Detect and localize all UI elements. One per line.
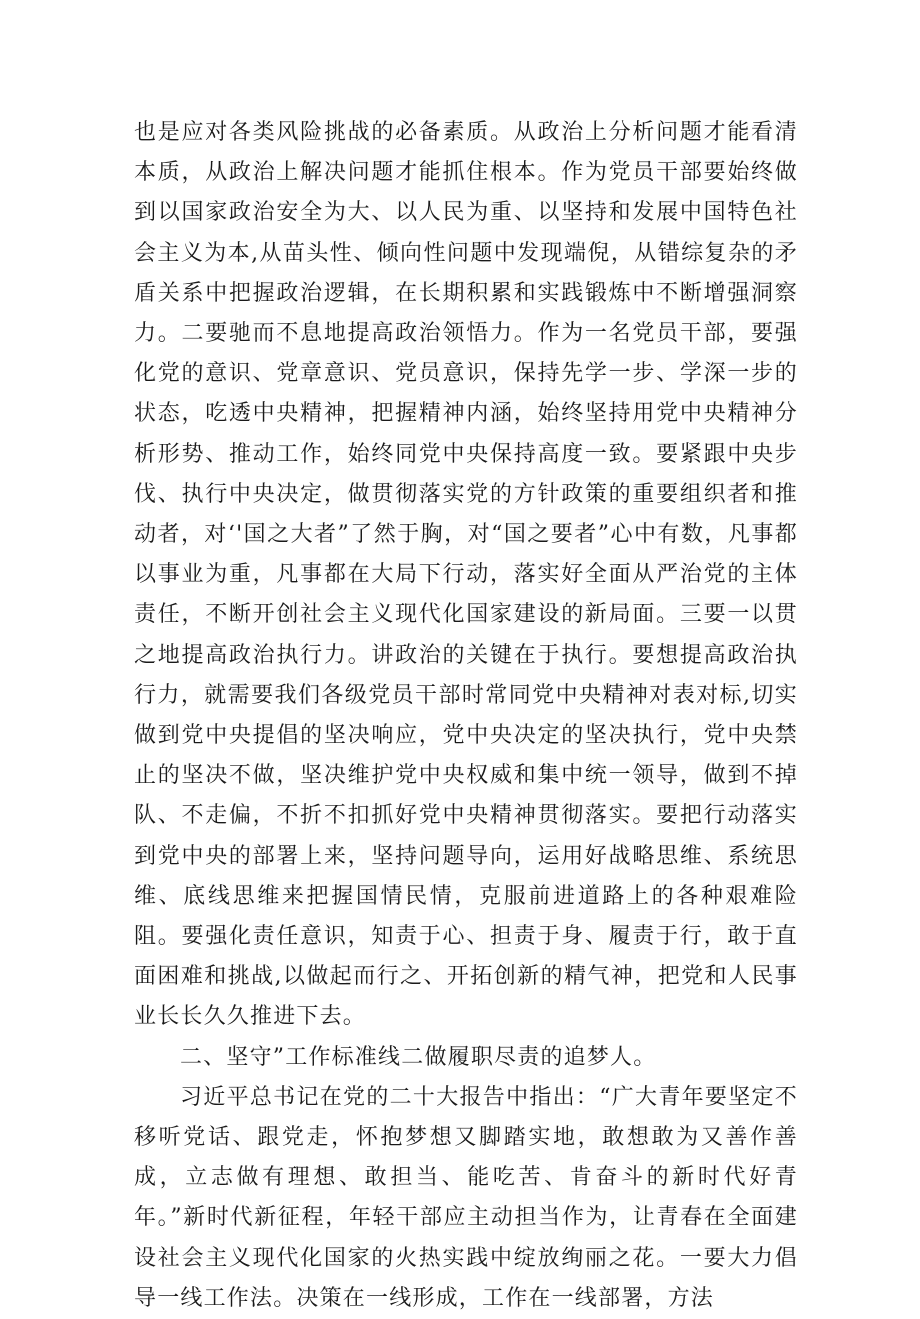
document-body — [134, 113, 798, 1319]
body-paragraph-1: 也是应对各类风险挑战的必备素质。从政治上分析问题才能看清本质，从政治上解决问题才能抓住根本。作为党员干部要始终做到以国家政治安全为大、以人民为重、以坚持和发展中国特色社会主义为本,从苗头性、倾向性问题中发现端倪，从错综复杂的矛盾关系中把握政治逻辑，在长期积累和实践锻炼中不断增强洞察力。二要驰而不息地提高政治领悟力。作为一名党员干部，要强化党的意识、党章意识、党员意识，保持先学一步、学深一步的状态，吃透中央精神，把握精神内涵，始终坚持用党中央精神分析形势、推动工作，始终同党中央保持高度一致。要紧跟中央步伐、执行中央决定，做贯彻落实党的方针政策的重要组织者和推动者，对‘'国之大者”了然于胸，对“国之要者”心中有数，凡事都以事业为重，凡事都在大局下行动，落实好全面从严治党的主体责任，不断开创社会主义现代化国家建设的新局面。三要一以贯之地提高政治执行力。讲政治的关键在于执行。要想提高政治执行力，就需要我们各级党员干部时常同党中央精神对表对标,切实做到党中央提倡的坚决响应，党中央决定的坚决执行，党中央禁止的坚决不做，坚决维护党中央权威和集中统一领导，做到不掉队、不走偏，不折不扣抓好党中央精神贯彻落实。要把行动落实到党中央的部署上来，坚持问题导向，运用好战略思维、系统思维、底线思维来把握国情民情，克服前进道路上的各种艰难险阻。要强化责任意识，知责于心、担责于身、履责于行，敢于直面困难和挑战,以做起而行之、开拓创新的精气神，把党和人民事业长长久久推进下去。 — [134, 120, 798, 1030]
section-heading: 二、坚守”工作标准线二做履职尽责的追梦人。 — [180, 1044, 657, 1070]
body-paragraph-2: 习近平总书记在党的二十大报告中指出：“广大青年要坚定不移听党话、跟党走，怀抱梦想又脚踏实地，敢想敢为又善作善成，立志做有理想、敢担当、能吃苦、肯奋斗的新时代好青年。”新时代新征程，年轻干部应主动担当作为，让青春在全面建设社会主义现代化国家的火热实践中绽放绚丽之花。一要大力倡导一线工作法。决策在一线形成，工作在一线部署，方法 — [134, 1084, 798, 1311]
